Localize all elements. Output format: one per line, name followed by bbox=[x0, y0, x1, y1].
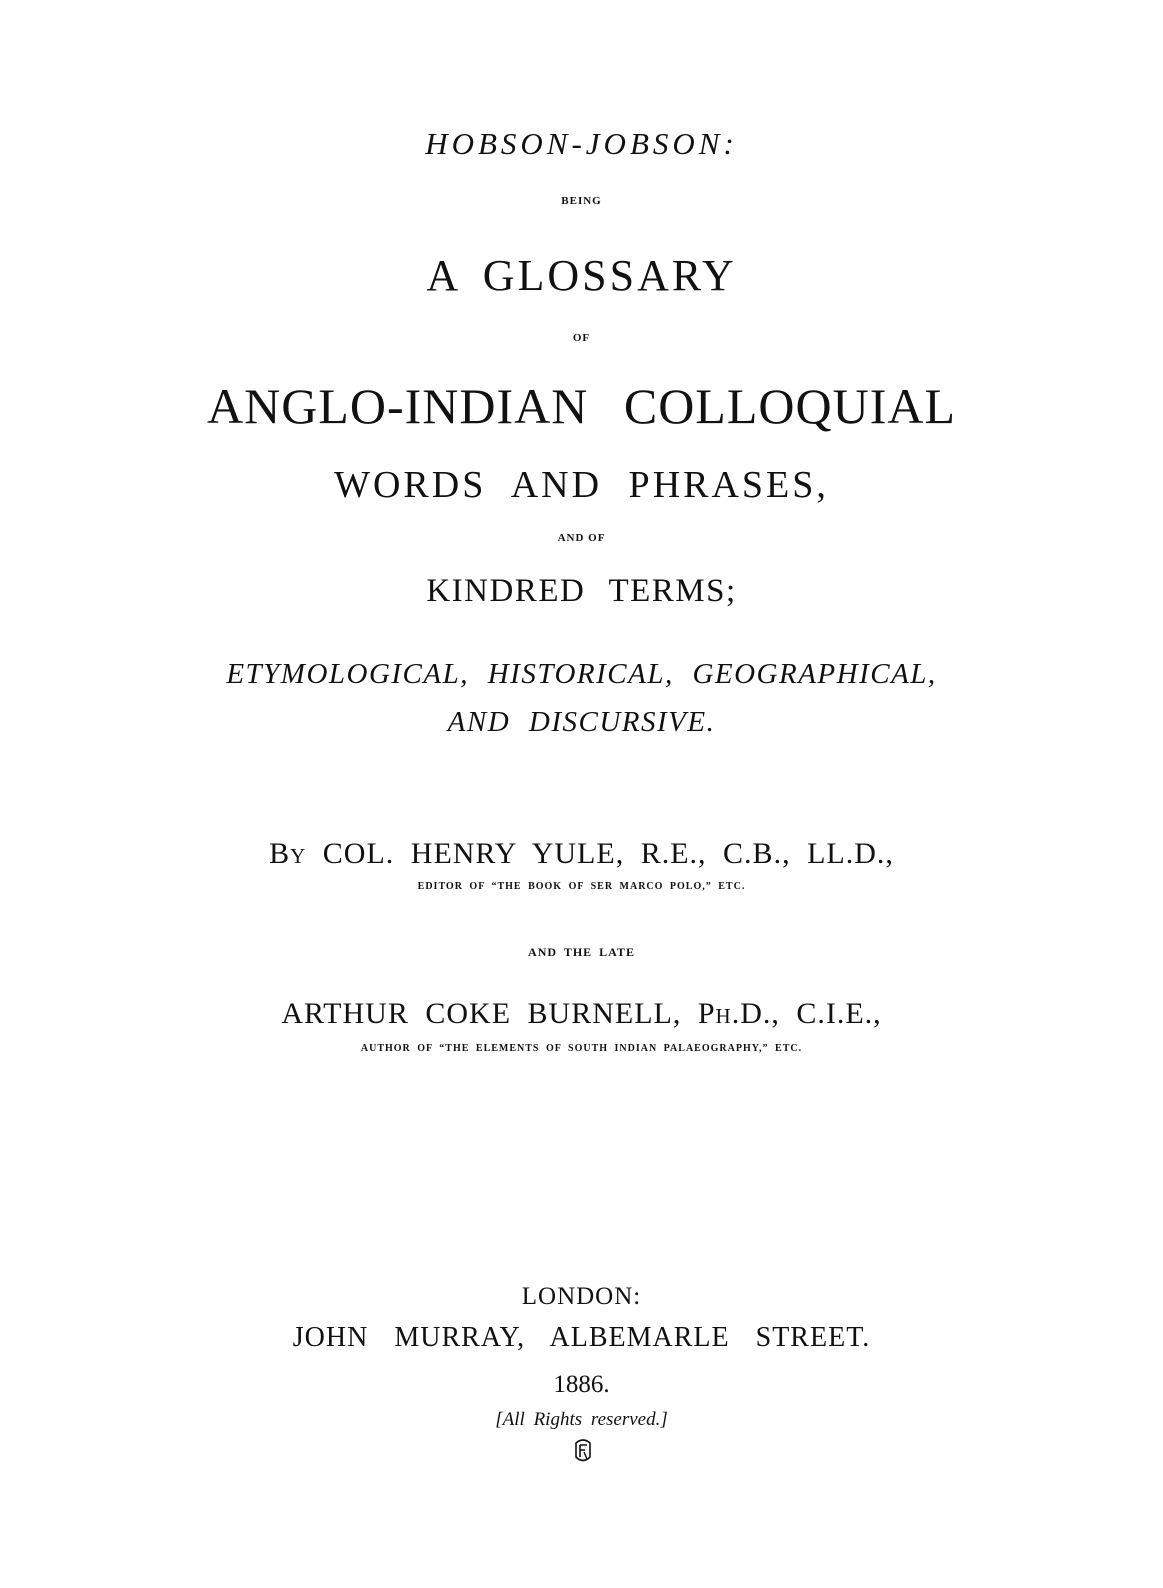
author-1-note: EDITOR OF “THE BOOK OF SER MARCO POLO,” ETC. bbox=[417, 881, 746, 892]
imprint-publisher: JOHN MURRAY, ALBEMARLE STREET. bbox=[292, 1322, 871, 1353]
printer-device-icon bbox=[572, 1437, 594, 1465]
subject-line-2: WORDS AND PHRASES, bbox=[334, 464, 829, 506]
author-1-line bbox=[0, 839, 1163, 869]
author-1-name: COL. HENRY YULE, R.E., C.B., LL.D., bbox=[322, 837, 894, 870]
qualifiers-line-2: AND DISCURSIVE. bbox=[447, 706, 716, 738]
author-2-name: ARTHUR COKE BURNELL, bbox=[281, 997, 682, 1030]
imprint-rights: [All Rights reserved.] bbox=[495, 1409, 668, 1430]
qualifiers-line-1: ETYMOLOGICAL, HISTORICAL, GEOGRAPHICAL, bbox=[226, 658, 937, 690]
author-2-degree: Ph.D., bbox=[697, 997, 780, 1030]
main-title: A GLOSSARY bbox=[426, 251, 737, 300]
and-the-late-label: AND THE LATE bbox=[528, 945, 635, 959]
subject-line-3: KINDRED TERMS; bbox=[426, 573, 737, 609]
by-label: By bbox=[269, 837, 307, 870]
running-title: HOBSON-JOBSON: bbox=[425, 126, 738, 161]
author-2-note: AUTHOR OF “THE ELEMENTS OF SOUTH INDIAN PALAEOGRAPHY,” ETC. bbox=[360, 1043, 803, 1054]
and-of-label: AND OF bbox=[557, 532, 606, 544]
imprint-year: 1886. bbox=[553, 1371, 610, 1398]
author-2-honour: C.I.E., bbox=[796, 997, 882, 1030]
imprint-city: LONDON: bbox=[521, 1283, 642, 1310]
of-label: OF bbox=[572, 332, 591, 344]
author-2-line bbox=[0, 999, 1163, 1029]
being-label: BEING bbox=[561, 195, 602, 207]
subject-line-1: ANGLO-INDIAN COLLOQUIAL bbox=[206, 378, 957, 434]
